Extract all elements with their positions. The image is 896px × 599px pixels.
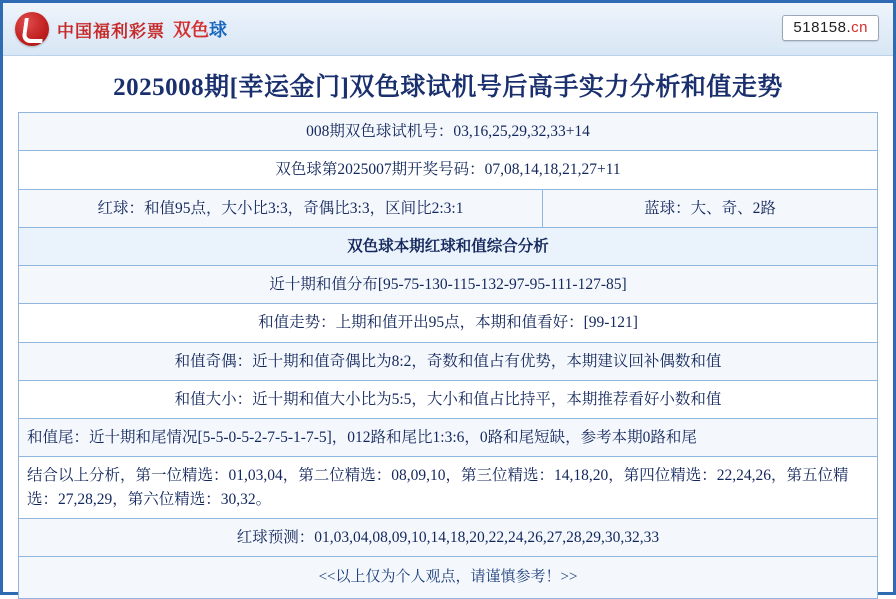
sum-trend-cell: 和值走势：上期和值开出95点，本期和值看好：[99-121] [19, 304, 878, 342]
sum-big-small-cell: 和值大小：近十期和值大小比为5:5，大小和值占比持平，本期推荐看好小数和值 [19, 380, 878, 418]
table-row [19, 518, 878, 556]
table-row [19, 557, 878, 599]
recent-ten-sum-cell: 近十期和值分布[95-75-130-115-132-97-95-111-127-85] [19, 266, 878, 304]
analysis-table [18, 112, 878, 599]
red-forecast-cell: 红球预测：01,03,04,08,09,10,14,18,20,22,24,26,27,28,29,30,32,33 [19, 518, 878, 556]
site-url-badge[interactable] [782, 15, 879, 41]
disclaimer-cell: <<以上仅为个人观点，请谨慎参考！>> [19, 557, 878, 599]
sum-tail-cell: 和值尾：近十期和尾情况[5-5-0-5-2-7-5-1-7-5]，012路和尾比1:3:6，0路和尾短缺，参考本期0路和尾 [19, 419, 878, 457]
welfare-lottery-logo-icon [15, 12, 49, 46]
page-title: 2025008期[幸运金门]双色球试机号后高手实力分析和值走势 [113, 74, 783, 101]
sum-odd-even-cell: 和值奇偶：近十期和值奇偶比为8:2，奇数和值占有优势，本期建议回补偶数和值 [19, 342, 878, 380]
logo-brand-part-b: 球 [209, 20, 227, 40]
table-row [19, 227, 878, 265]
table-row [19, 304, 878, 342]
table-row [19, 457, 878, 519]
draw-number-cell: 双色球第2025007期开奖号码：07,08,14,18,21,27+11 [19, 151, 878, 189]
section-title-cell: 双色球本期红球和值综合分析 [19, 227, 878, 265]
trial-number-cell: 008期双色球试机号：03,16,25,29,32,33+14 [19, 113, 878, 151]
site-name-text: 518158. [793, 19, 852, 36]
site-header [3, 3, 893, 56]
logo-text-brand [173, 16, 227, 42]
logo-text-cn: 中国福利彩票 [57, 21, 165, 41]
table-row [19, 419, 878, 457]
table-row [19, 113, 878, 151]
table-row [19, 380, 878, 418]
logo-brand-part-a: 双色 [173, 20, 209, 40]
table-row [19, 151, 878, 189]
table-row [19, 342, 878, 380]
blue-summary-cell: 蓝球：大、奇、2路 [542, 189, 877, 227]
table-row [19, 189, 878, 227]
position-selection-cell: 结合以上分析，第一位精选：01,03,04，第二位精选：08,09,10，第三位精选：14,18,20，第四位精选：22,24,26，第五位精选：27,28,29，第六位精选：30,32。 [19, 457, 878, 519]
table-row [19, 266, 878, 304]
site-domain-text: cn [851, 19, 868, 36]
red-summary-cell: 红球：和值95点，大小比3:3，奇偶比3:3，区间比2:3:1 [19, 189, 543, 227]
site-logo[interactable] [15, 12, 227, 46]
